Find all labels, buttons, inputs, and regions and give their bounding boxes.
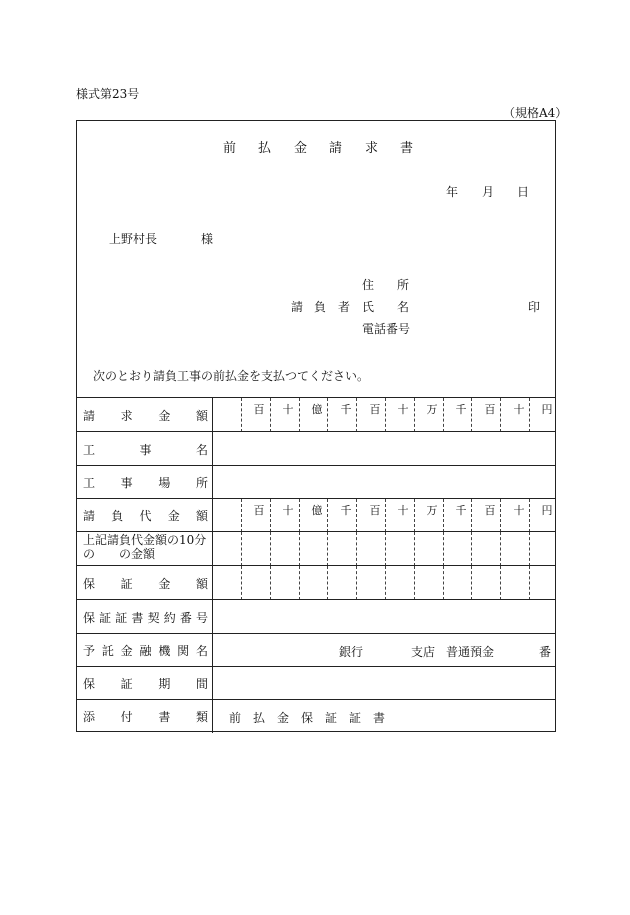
row-label: 工 事 名 xyxy=(83,442,208,457)
contractor-label-1: 請 xyxy=(291,300,304,314)
contract-no-field[interactable] xyxy=(213,600,555,634)
address-label-2: 所 xyxy=(397,278,410,292)
addressee-suffix: 様 xyxy=(201,232,214,246)
contractor-label-3: 者 xyxy=(338,300,351,314)
guarantee-period-field[interactable] xyxy=(213,667,555,700)
contractor-label-2: 負 xyxy=(314,300,327,314)
seal-mark: 印 xyxy=(528,300,541,314)
form-number: 様式第23号 xyxy=(76,87,140,101)
row-label: 請 求 金 額 xyxy=(83,408,208,423)
intro-text: 次のとおり請負工事の前払金を支払つてください。 xyxy=(93,369,370,383)
row-label: 工 事 場 所 xyxy=(83,476,208,490)
bank-field[interactable] xyxy=(213,634,555,667)
row-guarantee-period xyxy=(77,666,555,699)
name-label-1: 氏 xyxy=(362,300,375,314)
row-label: 請 負 代 金 額 xyxy=(83,509,208,523)
date-month: 月 xyxy=(482,185,495,199)
row-work-place xyxy=(77,465,555,498)
title-char: 払 xyxy=(258,141,272,156)
title-char: 書 xyxy=(400,141,414,156)
row-label: 上記請負代金額の10分 の の金額 xyxy=(83,533,207,561)
row-contract-price: 請 負 代 金 額 百 十 億 千 百 十 万 千 百 十 円 xyxy=(77,498,555,531)
row-ten-percent xyxy=(77,531,555,565)
address-label-1: 住 xyxy=(362,278,375,292)
row-deposit-bank xyxy=(77,633,555,666)
row-label: 予 託 金 融 機 関 名 xyxy=(83,644,208,658)
title-char: 請 xyxy=(329,141,343,156)
row-work-name xyxy=(77,431,555,465)
title-char: 求 xyxy=(365,141,379,156)
row-label: 保 証 証 書 契 約 番 号 xyxy=(83,610,208,625)
work-name-field[interactable] xyxy=(213,432,555,466)
account-number-label: 番 xyxy=(539,645,552,659)
date-day: 日 xyxy=(517,185,530,199)
row-claim-amount: 請 求 金 額 百 十 億 千 百 十 万 千 百 十 円 xyxy=(77,397,555,431)
row-guarantee-amount xyxy=(77,565,555,599)
row-guarantee-contract-no xyxy=(77,599,555,633)
name-label-2: 名 xyxy=(397,300,410,314)
bank-label: 銀行 xyxy=(339,645,364,659)
date-year: 年 xyxy=(446,185,459,199)
title-char: 金 xyxy=(294,141,308,156)
work-place-field[interactable] xyxy=(213,466,555,499)
paper-spec: （規格A4） xyxy=(503,106,568,120)
row-attachments: 添 付 書 類 前 払 金 保 証 証 書 xyxy=(77,699,555,732)
account-type-label: 普通預金 xyxy=(446,645,495,659)
row-label: 保 証 期 間 xyxy=(83,677,208,691)
phone-label: 電話番号 xyxy=(362,322,411,336)
form-frame xyxy=(76,120,556,732)
row-label: 保 証 金 額 xyxy=(83,576,208,591)
row-label: 添 付 書 類 xyxy=(83,710,208,724)
addressee: 上野村長 xyxy=(109,232,158,246)
branch-label: 支店 xyxy=(411,645,436,659)
title-char: 前 xyxy=(223,141,237,156)
